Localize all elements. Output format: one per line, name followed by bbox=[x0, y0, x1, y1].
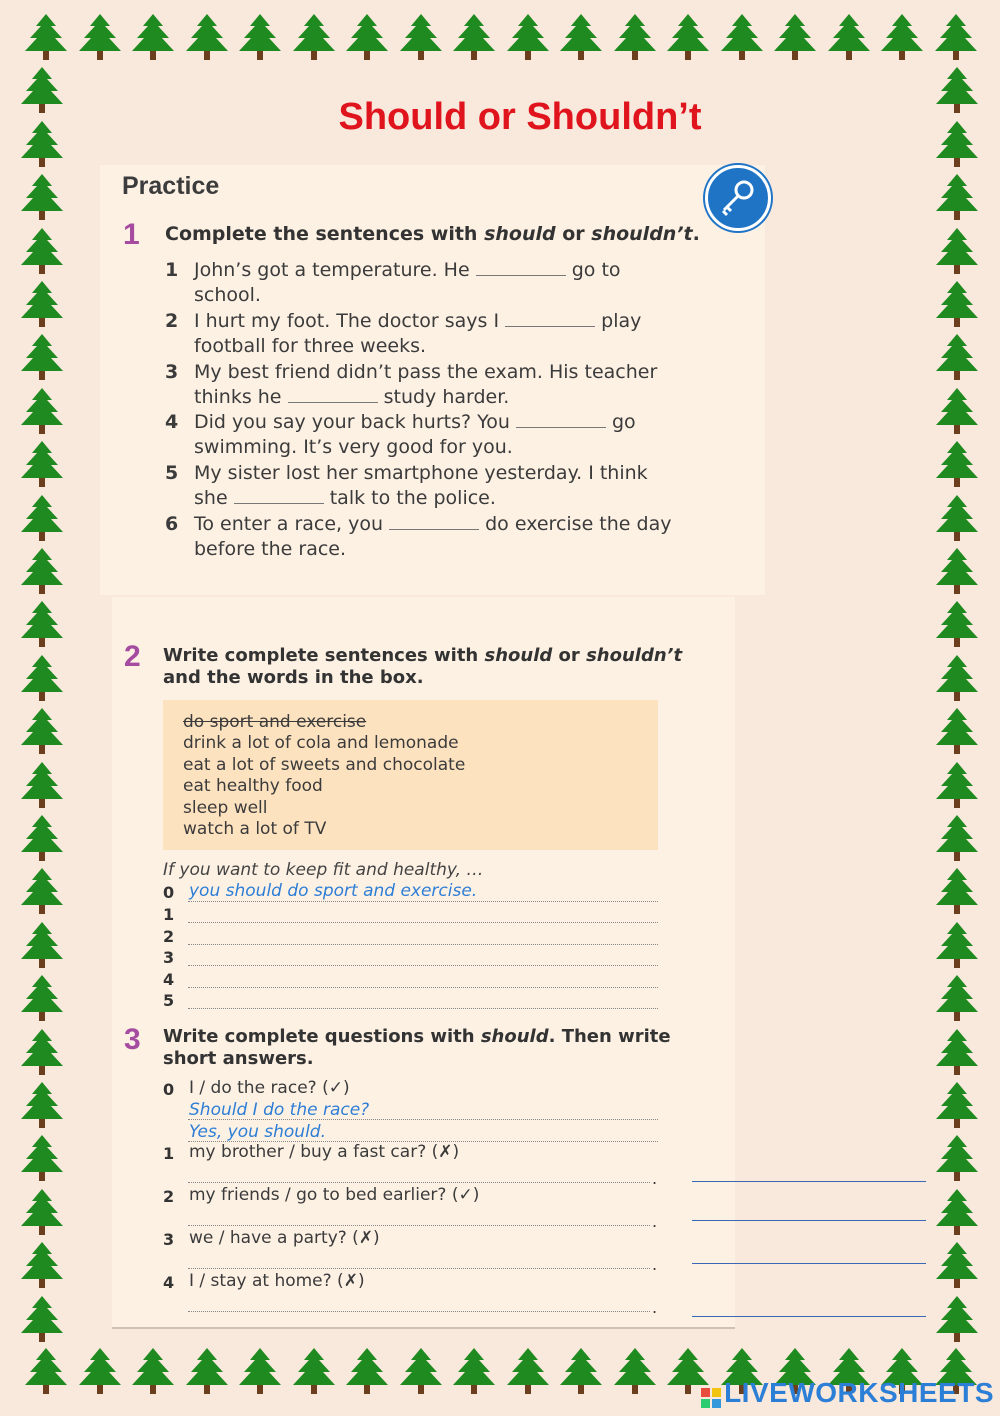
tree-icon bbox=[22, 12, 70, 62]
tree-icon bbox=[18, 279, 66, 329]
tree-icon bbox=[18, 332, 66, 382]
tree-icon bbox=[933, 439, 981, 489]
tree-icon bbox=[933, 493, 981, 543]
line-number: 0 bbox=[163, 1080, 175, 1099]
blank-field[interactable] bbox=[389, 515, 479, 530]
tree-icon bbox=[933, 386, 981, 436]
key-icon[interactable] bbox=[705, 165, 771, 231]
sentence-text: Did you say your back hurts? You go swimming. It’s very good for you. bbox=[194, 411, 636, 459]
short-answer-field[interactable] bbox=[692, 1316, 926, 1317]
line-number: 3 bbox=[163, 948, 175, 967]
item-number: 3 bbox=[165, 360, 179, 383]
answer-line bbox=[188, 901, 658, 902]
tree-icon bbox=[825, 12, 873, 62]
exercise-2-prompt: If you want to keep fit and healthy, … bbox=[163, 860, 484, 880]
tree-icon bbox=[933, 332, 981, 382]
item-number: 6 bbox=[165, 513, 179, 535]
tree-icon bbox=[343, 12, 391, 62]
tree-icon bbox=[933, 599, 981, 649]
answer-line[interactable] bbox=[188, 922, 658, 923]
tree-icon bbox=[18, 599, 66, 649]
item-number: 1 bbox=[165, 259, 179, 281]
tree-icon bbox=[343, 1346, 391, 1396]
page-title: Should or Shouldn’t bbox=[338, 96, 702, 138]
period-mark: . bbox=[652, 1212, 658, 1231]
exercise-1-instruction: Complete the sentences with should or shouldn’t. bbox=[165, 223, 700, 245]
tree-icon bbox=[290, 1346, 338, 1396]
period-mark: . bbox=[652, 1255, 658, 1274]
answer-line[interactable] bbox=[188, 987, 658, 988]
tree-icon bbox=[504, 12, 552, 62]
line-number: 4 bbox=[163, 969, 175, 989]
exercise-3-instruction: Write complete questions with should. Then write short answers. bbox=[163, 1026, 671, 1069]
tree-icon bbox=[18, 973, 66, 1023]
word-box-item: eat healthy food bbox=[183, 776, 323, 796]
example-question: Should I do the race? bbox=[189, 1100, 370, 1120]
word-box bbox=[163, 700, 658, 850]
tree-icon bbox=[933, 920, 981, 970]
sentence-text: To enter a race, you do exercise the day before the race. bbox=[194, 513, 672, 560]
tree-icon bbox=[18, 653, 66, 703]
sentence-text: John’s got a temperature. He go to school. bbox=[194, 259, 621, 306]
tree-icon bbox=[933, 653, 981, 703]
blank-field[interactable] bbox=[516, 413, 606, 428]
sentence-text: My sister lost her smartphone yesterday. I think she talk to the police. bbox=[194, 462, 648, 510]
tree-icon bbox=[18, 386, 66, 436]
tree-icon bbox=[933, 172, 981, 222]
item-number: 2 bbox=[165, 309, 179, 332]
tree-icon bbox=[933, 1294, 981, 1344]
example-prompt: I / do the race? (✓) bbox=[189, 1078, 350, 1098]
tree-icon bbox=[183, 1346, 231, 1396]
tree-icon bbox=[236, 1346, 284, 1396]
tree-icon bbox=[933, 706, 981, 756]
tree-icon bbox=[18, 226, 66, 276]
tree-icon bbox=[878, 12, 926, 62]
tree-icon bbox=[933, 1240, 981, 1290]
blank-field[interactable] bbox=[505, 312, 595, 327]
tree-icon bbox=[129, 1346, 177, 1396]
item-number: 4 bbox=[163, 1273, 175, 1292]
sentence-text: I hurt my foot. The doctor says I play football for three weeks. bbox=[194, 309, 642, 357]
word-box-item: drink a lot of cola and lemonade bbox=[183, 733, 459, 753]
word-box-item: sleep well bbox=[183, 798, 268, 818]
tree-icon bbox=[933, 866, 981, 916]
short-answer-field[interactable] bbox=[692, 1263, 926, 1264]
tree-icon bbox=[183, 12, 231, 62]
answer-line[interactable] bbox=[188, 1225, 650, 1226]
tree-icon bbox=[933, 813, 981, 863]
answer-line bbox=[188, 1119, 658, 1120]
tree-icon bbox=[450, 12, 498, 62]
tree-icon bbox=[18, 920, 66, 970]
tree-icon bbox=[397, 1346, 445, 1396]
blank-field[interactable] bbox=[288, 388, 378, 403]
tree-icon bbox=[932, 12, 980, 62]
answer-line[interactable] bbox=[188, 944, 658, 945]
example-answer: you should do sport and exercise. bbox=[189, 881, 478, 901]
tree-icon bbox=[397, 12, 445, 62]
item-number: 1 bbox=[163, 1144, 175, 1163]
tree-icon bbox=[129, 12, 177, 62]
word-box-item: do sport and exercise bbox=[183, 712, 367, 732]
exercise-2-number: 2 bbox=[124, 640, 141, 673]
word-box-item: eat a lot of sweets and chocolate bbox=[183, 755, 466, 775]
practice-heading: Practice bbox=[122, 172, 220, 200]
tree-icon bbox=[18, 866, 66, 916]
tree-icon bbox=[76, 12, 124, 62]
tree-icon bbox=[290, 12, 338, 62]
line-number: 5 bbox=[163, 991, 175, 1010]
tree-icon bbox=[933, 1080, 981, 1130]
answer-line[interactable] bbox=[188, 1182, 650, 1183]
tree-icon bbox=[933, 1133, 981, 1183]
tree-icon bbox=[18, 1133, 66, 1183]
item-number: 5 bbox=[165, 462, 179, 485]
exercise-1-number: 1 bbox=[123, 218, 140, 251]
period-mark: . bbox=[652, 1298, 658, 1317]
tree-icon bbox=[18, 1080, 66, 1130]
tree-icon bbox=[933, 279, 981, 329]
tree-icon bbox=[18, 1294, 66, 1344]
tree-icon bbox=[450, 1346, 498, 1396]
period-mark: . bbox=[652, 1169, 658, 1188]
tree-icon bbox=[76, 1346, 124, 1396]
sentence-text: My best friend didn’t pass the exam. His teacher thinks he study harder. bbox=[194, 360, 658, 408]
logo-icon bbox=[700, 1384, 722, 1406]
line-number: 1 bbox=[163, 905, 175, 924]
item-number: 3 bbox=[163, 1230, 175, 1249]
tree-icon bbox=[18, 1187, 66, 1237]
tree-icon bbox=[236, 12, 284, 62]
item-number: 4 bbox=[165, 411, 179, 434]
exercise-2-instruction: Write complete sentences with should or shouldn’t and the words in the box. bbox=[163, 645, 683, 688]
line-number: 0 bbox=[163, 883, 175, 902]
tree-icon bbox=[18, 546, 66, 596]
item-number: 2 bbox=[163, 1187, 175, 1206]
exercise-3-number: 3 bbox=[124, 1023, 141, 1056]
tree-icon bbox=[504, 1346, 552, 1396]
tree-icon bbox=[22, 1346, 70, 1396]
tree-icon bbox=[18, 439, 66, 489]
tree-icon bbox=[771, 12, 819, 62]
tree-icon bbox=[611, 1346, 659, 1396]
tree-icon bbox=[18, 172, 66, 222]
tree-icon bbox=[933, 1027, 981, 1077]
short-answer-field[interactable] bbox=[692, 1181, 926, 1182]
tree-icon bbox=[933, 226, 981, 276]
tree-icon bbox=[933, 973, 981, 1023]
tree-icon bbox=[18, 1027, 66, 1077]
blank-field[interactable] bbox=[234, 489, 324, 504]
tree-icon bbox=[933, 1187, 981, 1237]
tree-icon bbox=[18, 1240, 66, 1290]
line-number: 2 bbox=[163, 926, 175, 946]
question-prompt: my brother / buy a fast car? (✗) bbox=[189, 1142, 460, 1162]
tree-icon bbox=[718, 12, 766, 62]
tree-icon bbox=[933, 546, 981, 596]
answer-line[interactable] bbox=[188, 1268, 650, 1269]
tree-icon bbox=[18, 706, 66, 756]
tree-icon bbox=[611, 12, 659, 62]
short-answer-field[interactable] bbox=[692, 1220, 926, 1221]
tree-icon bbox=[18, 813, 66, 863]
divider bbox=[112, 1327, 735, 1329]
blank-field[interactable] bbox=[476, 261, 566, 276]
brand-logo: LIVEWORKSHEETS bbox=[700, 1377, 994, 1409]
tree-icon bbox=[557, 1346, 605, 1396]
answer-line[interactable] bbox=[188, 1311, 650, 1312]
example-short-answer: Yes, you should. bbox=[189, 1122, 327, 1142]
answer-line[interactable] bbox=[188, 1008, 658, 1009]
question-prompt: I / stay at home? (✗) bbox=[189, 1271, 365, 1291]
question-prompt: my friends / go to bed earlier? (✓) bbox=[189, 1185, 480, 1205]
tree-icon bbox=[557, 12, 605, 62]
tree-icon bbox=[18, 760, 66, 810]
tree-icon bbox=[18, 493, 66, 543]
answer-line[interactable] bbox=[188, 965, 658, 966]
word-box-item: watch a lot of TV bbox=[183, 819, 327, 839]
tree-icon bbox=[664, 12, 712, 62]
question-prompt: we / have a party? (✗) bbox=[189, 1228, 380, 1248]
tree-icon bbox=[933, 760, 981, 810]
